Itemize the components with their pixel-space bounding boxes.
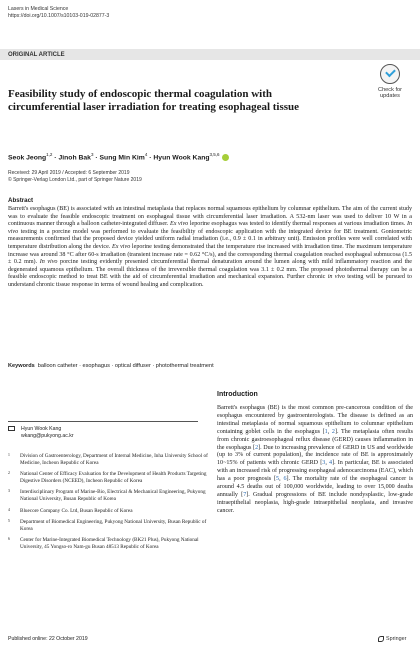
affiliation-number: 5 [8,519,10,524]
article-dates [8,170,142,184]
article-type: ORIGINAL ARTICLE [8,52,65,58]
affiliation-item [8,489,208,502]
introduction-heading: Introduction [217,391,258,398]
keywords-text: balloon catheter · esophagus · optical diffuser · photothermal treatment [37,363,214,369]
affiliation-number: 4 [8,507,10,512]
author-name[interactable]: Hyun Wook Kang [153,154,210,162]
author-name[interactable]: Seok Jeong [8,154,47,162]
affiliation-item [8,537,208,550]
abstract-segment: leporine testing demonstrated that the temperature rise increased with irradiation time. The maximum temperature increase was around 38 °C after 60-s irradiation (transient increase rate = 0.62 °C/s), and the corresponding thermal coagulation reached esophageal submucosa (1.5 ± 0.2 mm). [8,243,412,266]
author-affil: 4 [144,152,148,157]
citation-link[interactable]: 4 [329,460,333,467]
affiliation-text: National Center of Efficacy Evaluation for the Development of Health Products Targeting Digestive Disorders (NCEED), Incheon Republic of Korea [20,471,207,484]
intro-segment: , [279,476,284,483]
introduction-text [217,405,413,516]
checkmark-icon [380,64,400,84]
affiliation-item [8,471,208,484]
article-title: Feasibility study of endoscopic thermal coagulation with circumferential laser irradiation for treating esophageal tissue [8,88,300,113]
journal-header [8,6,109,20]
abstract-segment: testing will be pursued to understand chronic tissue response in terms of wound healing and complication. [8,274,412,288]
abstract-segment: porcine testing evidently presented circumferential thermal denaturation around the lumen along with mild inflammatory reaction and the degenerated squamous epithelium. The overall thickness of the irreversible thermal coagulation was 3.1 ± 0.2 mm. The proposed photothermal therapy can be a feasible endoscopic method to treat BE with the aid of circumferential irradiation and mechanical expansion. Further chronic [8,259,413,281]
abstract-italic: Ex vivo [111,243,131,250]
publisher-logo [378,635,406,643]
orcid-icon[interactable] [222,154,229,161]
intro-segment: ]. Gradual progressions of BE include nondysplastic, low-grade intraepithelial neoplasia, high-grade intraepithelial neoplasia, and invasive cancer. [217,491,414,514]
abstract-italic: In vivo [8,221,413,235]
badge-line-2: updates [380,93,400,99]
abstract-text [8,206,412,290]
author-name[interactable]: Sung Min Kim [99,154,145,162]
affiliation-text: Division of Gastroenterology, Department of Internal Medicine, Inha University School of Medicine, Incheon Republic of Korea [20,453,208,466]
footnote-divider [8,421,198,422]
citation-link[interactable]: 2 [255,444,259,451]
publisher-name: Springer [386,636,407,642]
citation-link[interactable]: 7 [243,491,247,498]
citation-link[interactable]: 5 [276,476,280,483]
affiliation-text: Interdisciplinary Program of Marine-Bio, Electrical & Mechanical Engineering, Pukyong National University, Busan Republic of Korea [20,489,206,502]
intro-segment: ]. In particular, BE is associated with an increased risk of progressing esophageal adenocarcinoma (EAC), which has a poor prognosis [ [217,460,414,483]
affiliation-item [8,453,208,466]
citation-link[interactable]: 2 [331,428,335,435]
published-online: Published online: 22 October 2019 [8,636,88,642]
abstract-italic: in vivo [327,274,345,281]
check-for-updates-badge[interactable] [368,63,412,105]
affiliation-text: Department of Biomedical Engineering, Pukyong National University, Busan Republic of Korea [20,519,207,532]
author-affil: 3 [90,152,94,157]
contact-name: Hyun Wook Kang [21,426,62,432]
intro-segment: ]. The metaplasia often results from chronic gastroesophageal reflux disease (GERD) causes inflammation in the esophagus [ [217,428,413,451]
citation-link[interactable]: 1 [324,428,328,435]
author-affil: 3,5,6 [209,152,220,157]
affiliation-number: 6 [8,537,10,542]
doi-link[interactable]: https://doi.org/10.1007/s10103-019-02877-3 [8,13,110,19]
abstract-heading: Abstract [8,197,34,204]
intro-segment: ]. Due to increasing prevalence of GERD in US and worldwide (up to 3% of current population), the incidence rate of BE is approximately 10~15% of patients with chronic GERD [ [217,444,413,467]
citation-link[interactable]: 3 [322,460,326,467]
citation-link[interactable]: 6 [283,476,287,483]
author-affil: 1,2 [46,152,53,157]
springer-horse-icon [378,636,384,642]
affiliation-number: 2 [8,471,10,476]
affiliation-text: Bluecore Company Co. Ltd, Busan Republic of Korea [20,507,133,514]
affiliation-item [8,508,208,515]
abstract-italic: In vivo [39,259,58,266]
corresponding-author [8,426,74,440]
affiliation-number: 3 [8,489,10,494]
abstract-italic: Ex vivo [169,221,189,228]
abstract-segment: leporine esophagus was tested to identify thermal responses at various irradiation times. [188,221,407,228]
copyright: © Springer-Verlag London Ltd., part of Springer Nature 2019 [8,177,142,183]
affiliation-list [8,453,208,556]
intro-segment: , [327,428,332,435]
intro-segment: Barrett's esophagus (BE) is the most common pre-cancerous condition of the esophagus encountered by gastroenterologists. The disease is defined as an intestinal metaplasia of normal squamous epithelium to columnar epithelium containing goblet cells in the esophagus [ [217,405,413,435]
contact-email[interactable]: wkang@pukyong.ac.kr [21,433,74,439]
journal-name: Lasers in Medical Science [8,6,69,12]
badge-line-1: Check for [378,87,402,93]
received-accepted: Received: 29 April 2019 / Accepted: 6 September 2019 [8,170,130,176]
keywords-label: Keywords [8,363,35,369]
intro-segment: , [325,460,330,467]
envelope-icon [8,426,15,431]
article-type-bar [0,49,420,60]
affiliation-item [8,519,208,532]
intro-segment: ]. The mortality rate of the esophageal cancer is around 4.5 deaths out of 100,000 worldwide, leading to over 15,000 deaths annually [ [217,476,414,498]
abstract-segment: Barrett's esophagus (BE) is associated with an intestinal metaplasia that replaces normal squamous epithelium by columnar epithelium. The aim of the current study was to evaluate the feasible endoscopic treatment on esophageal tissue with circumferential laser irradiation. A 532-nm laser was used to deliver 10 W in a continuous manner through a balloon catheter-integrated diffuser. [8,206,412,228]
keywords [8,362,214,370]
affiliation-number: 1 [8,453,10,457]
abstract-segment: testing in a porcine model was performed to evaluate the feasibility of endoscopic application with the integrated device for BE treatment. Goniometric measurements confirmed that the proposed device yielded uniform radial irradiation (i.e., 0.9 ± 0.1 in arbitrary unit). Emission profiles were well correlated with temperature distribution along the device. [8,228,412,250]
affiliation-text: Center for Marine-Integrated Biomedical Technology (BK21 Plus), Pukyong National University, 45 Yongso-ro Nam-gu Busan 48513 Republic of Korea [20,537,199,550]
author-list: Seok Jeong$^{1,2}$ · Jinoh Bak$^3$ · Sung Min Kim$^4$ · Hyun Wook Kang$^{3,5,6}$ [8,150,229,162]
author-name[interactable]: Jinoh Bak [58,154,91,162]
